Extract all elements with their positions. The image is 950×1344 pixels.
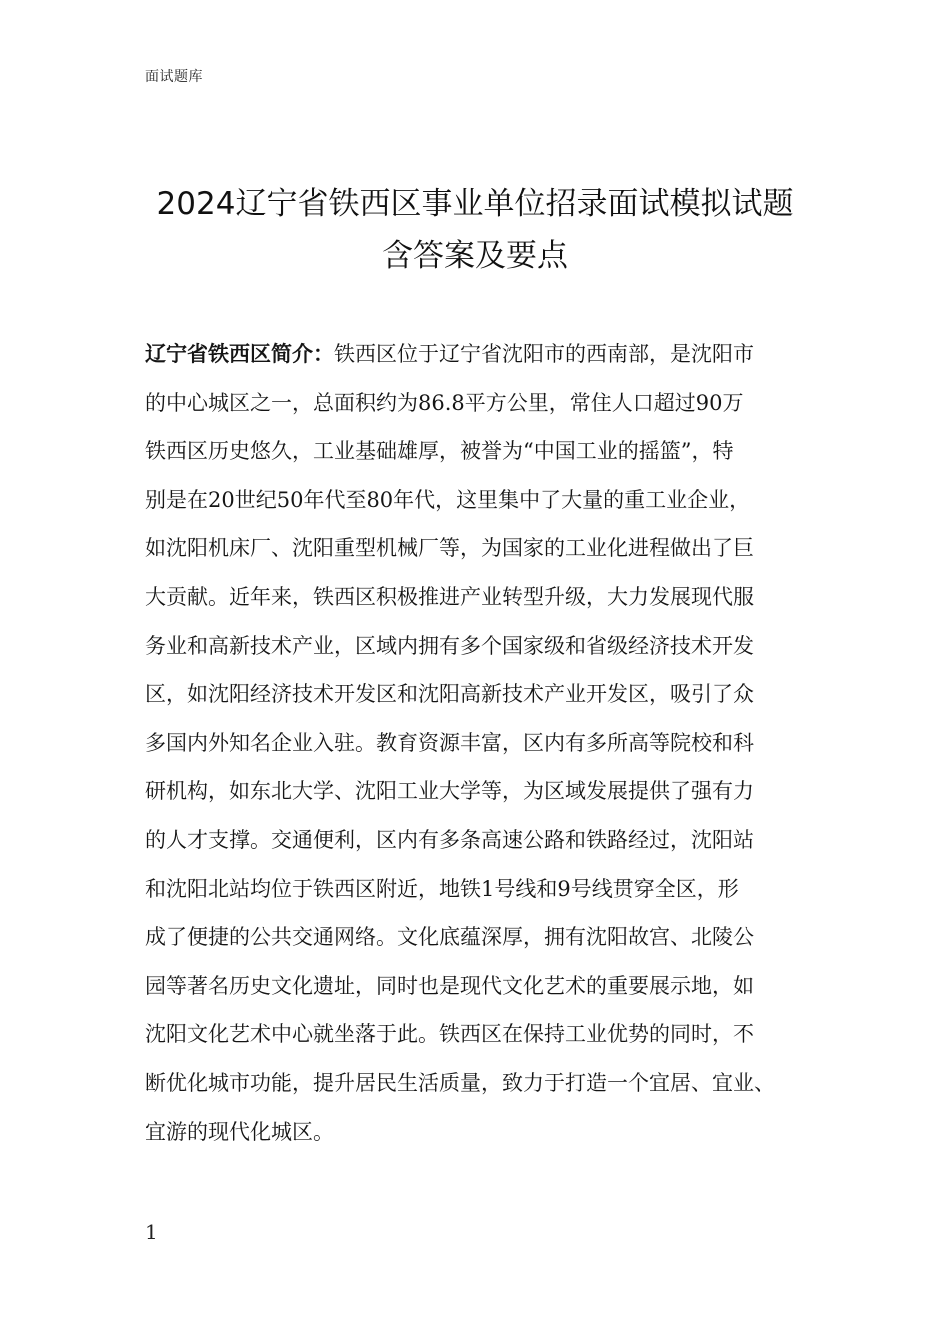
paragraph-line: 务业和高新技术产业，区域内拥有多个国家级和省级经济技术开发: [145, 633, 754, 658]
paragraph-line-text: 铁西区位于辽宁省沈阳市的西南部，是沈阳市: [334, 342, 754, 366]
paragraph-line: 大贡献。近年来，铁西区积极推进产业转型升级，大力发展现代服: [145, 584, 754, 609]
paragraph-line: 宜游的现代化城区。: [145, 1119, 334, 1144]
document-title: [60, 178, 890, 282]
paragraph-line: 断优化城市功能，提升居民生活质量，致力于打造一个宜居、宜业、: [145, 1070, 775, 1095]
paragraph-line: 沈阳文化艺术中心就坐落于此。铁西区在保持工业优势的同时，不: [145, 1022, 754, 1047]
page-number: 1: [145, 1220, 158, 1244]
paragraph-line: 的中心城区之一，总面积约为86.8平方公里，常住人口超过90万: [145, 390, 744, 415]
intro-paragraph: [145, 330, 810, 1156]
intro-lead-label: 辽宁省铁西区简介：: [145, 342, 334, 366]
page-header-label: 面试题库: [145, 69, 203, 85]
paragraph-line: 如沈阳机床厂、沈阳重型机械厂等，为国家的工业化进程做出了巨: [145, 536, 754, 561]
paragraph-line: 多国内外知名企业入驻。教育资源丰富，区内有多所高等院校和科: [145, 730, 754, 755]
paragraph-line: 园等著名历史文化遗址，同时也是现代文化艺术的重要展示地，如: [145, 973, 754, 998]
paragraph-line: 成了便捷的公共交通网络。文化底蕴深厚，拥有沈阳故宫、北陵公: [145, 925, 754, 950]
paragraph-line: 的人才支撑。交通便利，区内有多条高速公路和铁路经过，沈阳站: [145, 827, 754, 852]
paragraph-line: [145, 330, 810, 379]
title-line-1: 2024辽宁省铁西区事业单位招录面试模拟试题: [156, 186, 794, 222]
paragraph-line: 别是在20世纪50年代至80年代，这里集中了大量的重工业企业，: [145, 487, 751, 512]
paragraph-line: 和沈阳北站均位于铁西区附近，地铁1号线和9号线贯穿全区，形: [145, 876, 739, 901]
title-line-2: 含答案及要点: [382, 238, 568, 274]
paragraph-line: 研机构，如东北大学、沈阳工业大学等，为区域发展提供了强有力: [145, 779, 754, 804]
paragraph-line: 区，如沈阳经济技术开发区和沈阳高新技术产业开发区，吸引了众: [145, 682, 754, 707]
paragraph-line: 铁西区历史悠久，工业基础雄厚，被誉为“中国工业的摇篮”，特: [145, 439, 734, 464]
